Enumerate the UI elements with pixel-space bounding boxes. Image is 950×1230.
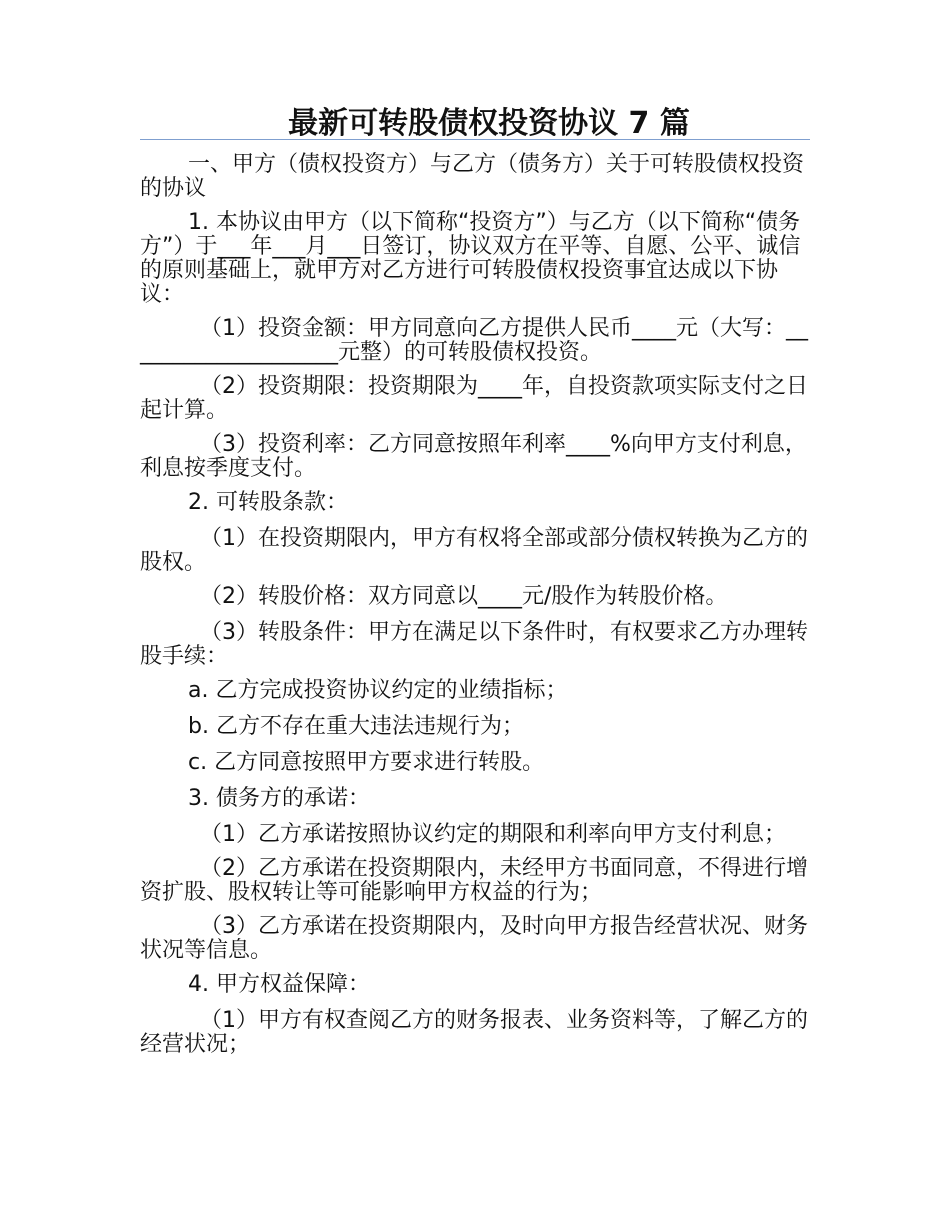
paragraph-condition-a: a. 乙方完成投资协议约定的业绩指标；: [188, 678, 568, 703]
paragraph-heading-1: 一、甲方（债权投资方）与乙方（债务方）关于可转股债权投资的协议: [140, 152, 805, 201]
paragraph-promise-3: （3）乙方承诺在投资期限内，及时向甲方报告经营状况、财务状况等信息。: [140, 914, 808, 963]
document-title: 最新可转股债权投资协议 7 篇: [288, 106, 690, 141]
paragraph-conversion-conditions: （3）转股条件：甲方在满足以下条件时，有权要求乙方办理转股手续：: [140, 620, 808, 669]
paragraph-condition-b: b. 乙方不存在重大违法违规行为；: [188, 714, 524, 739]
paragraph-clause-4: 4. 甲方权益保障：: [188, 972, 370, 997]
paragraph-clause-2: 2. 可转股条款：: [188, 490, 348, 515]
paragraph-conversion-right: （1）在投资期限内，甲方有权将全部或部分债权转换为乙方的股权。: [140, 526, 808, 575]
title-underline: [140, 139, 810, 140]
paragraph-promise-1: （1）乙方承诺按照协议约定的期限和利率向甲方支付利息；: [200, 822, 786, 847]
paragraph-investment-rate: （3）投资利率：乙方同意按照年利率____%向甲方支付利息，利息按季度支付。: [140, 432, 807, 481]
paragraph-investment-amount: （1）投资金额：甲方同意向乙方提供人民币____元（大写：____________________元整）的可转股债权投资。: [140, 316, 808, 365]
paragraph-promise-2: （2）乙方承诺在投资期限内，未经甲方书面同意，不得进行增资扩股、股权转让等可能影响甲方权益的行为；: [140, 856, 808, 905]
paragraph-condition-c: c. 乙方同意按照甲方要求进行转股。: [188, 750, 545, 775]
paragraph-conversion-price: （2）转股价格：双方同意以____元/股作为转股价格。: [200, 584, 728, 609]
paragraph-rights-1: （1）甲方有权查阅乙方的财务报表、业务资料等，了解乙方的经营状况；: [140, 1008, 808, 1057]
paragraph-clause-1: 1. 本协议由甲方（以下简称“投资方”）与乙方（以下简称“债务方”）于___年___月___日签订，协议双方在平等、自愿、公平、诚信的原则基础上，就甲方对乙方进行可转股债权投资事宜达成以下协议：: [140, 210, 801, 307]
paragraph-investment-term: （2）投资期限：投资期限为____年，自投资款项实际支付之日起计算。: [140, 374, 808, 423]
paragraph-clause-3: 3. 债务方的承诺：: [188, 786, 370, 811]
document-body: [140, 153, 810, 1067]
